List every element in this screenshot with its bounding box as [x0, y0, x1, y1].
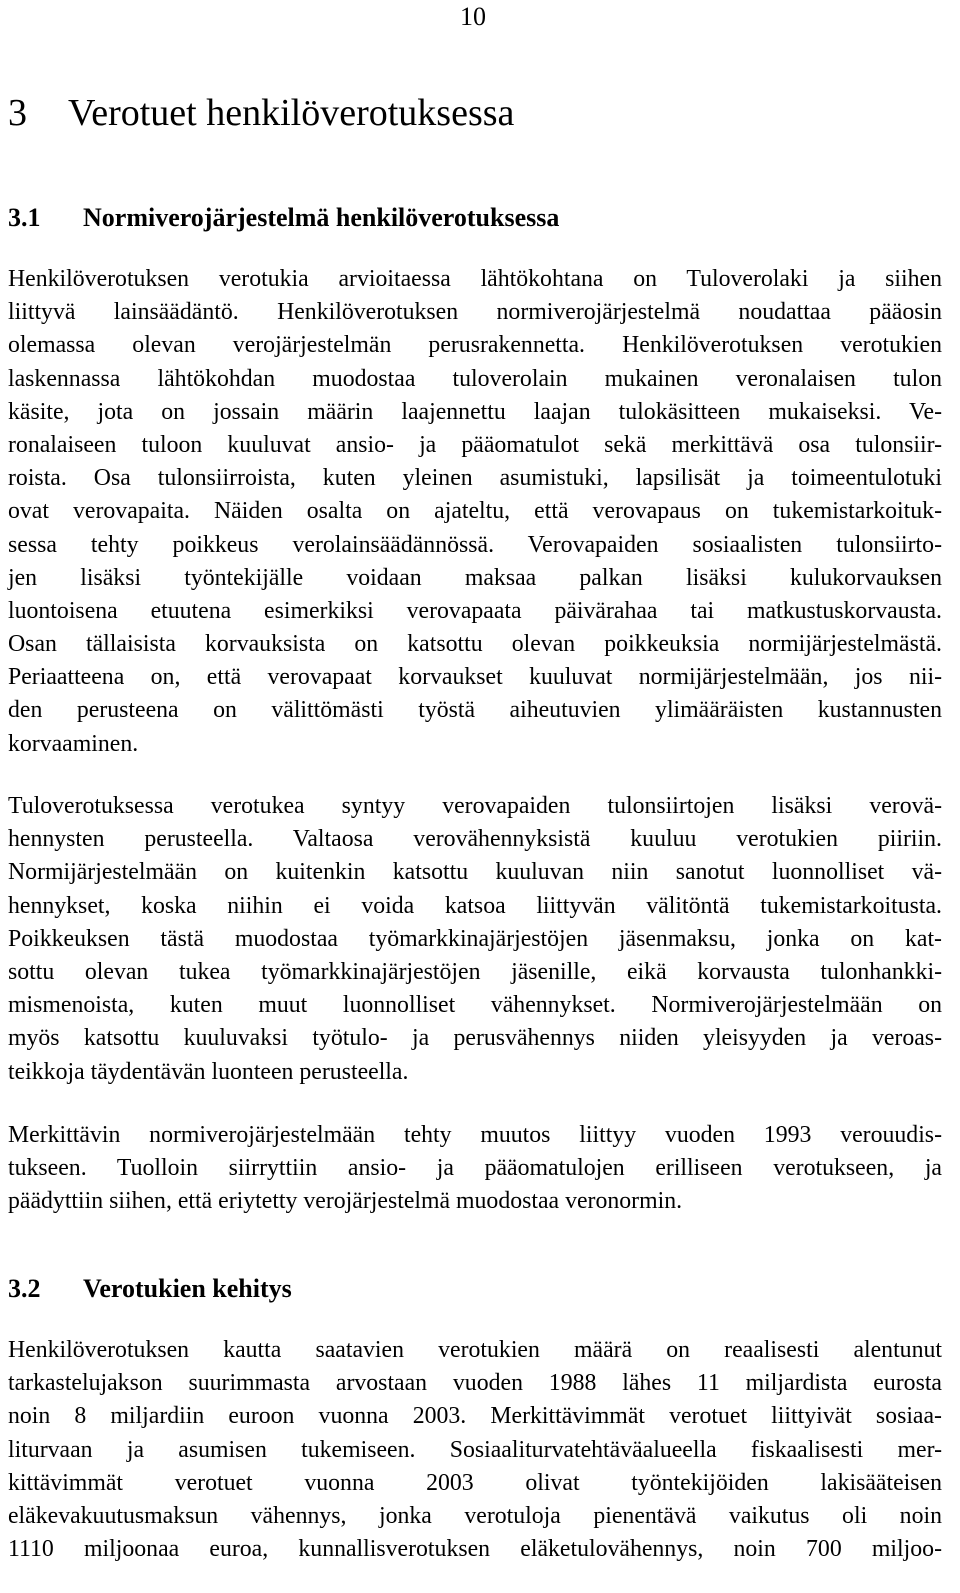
text-line: Henkilöverotuksen kautta saatavien verotukien määrä on reaalisesti alentunut — [8, 1337, 942, 1363]
text-line: Henkilöverotuksen verotukia arvioitaessa lähtökohtana on Tuloverolaki ja siihen — [8, 266, 942, 292]
text-line: den perusteena on välittömästi työstä aiheutuvien ylimääräisten kustannusten — [8, 697, 942, 724]
text-line: Normijärjestelmään on kuitenkin katsottu kuuluvan niin sanotut luonnolliset vä- — [8, 859, 942, 886]
paragraph — [8, 1334, 942, 1566]
text-line: teikkoja täydentävän luonteen perusteella. — [8, 1058, 409, 1085]
section-heading — [8, 1272, 292, 1306]
chapter-heading — [8, 90, 514, 136]
section-number: 3.2 — [8, 1274, 41, 1303]
text-line: sottu olevan tukea työmarkkinajärjestöjen jäsenille, eikä korvausta tulonhankki- — [8, 958, 942, 985]
section-heading — [8, 201, 559, 235]
text-line: liturvaan ja asumisen tukemiseen. Sosiaaliturvatehtäväalueella fiskaalisesti mer- — [8, 1436, 942, 1463]
text-line: myös katsottu kuuluvaksi työtulo- ja perusvähennys niiden yleisyyden ja veroas- — [8, 1025, 942, 1052]
chapter-title: Verotuet henkilöverotuksessa — [68, 92, 515, 134]
text-line: ronalaiseen tuloon kuuluvat ansio- ja pääomatulot sekä merkittävä osa tulonsiir- — [8, 431, 942, 458]
text-line: roista. Osa tulonsiirroista, kuten yleinen asumistuki, lapsilisät ja toimeentulotuki — [8, 465, 942, 492]
text-line: Osan tällaisista korvauksista on katsottu olevan poikkeuksia normijärjestelmästä. — [8, 631, 942, 658]
text-line: 1110 miljoonaa euroa, kunnallisverotuksen eläketulovähennys, noin 700 miljoo- — [8, 1536, 942, 1563]
text-line: Periaatteena on, että verovapaat korvaukset kuuluvat normijärjestelmään, jos nii- — [8, 664, 942, 691]
section-number: 3.1 — [8, 203, 41, 232]
text-line: olemassa olevan verojärjestelmän perusrakennetta. Henkilöverotuksen verotukien — [8, 332, 942, 359]
text-line: korvaaminen. — [8, 730, 139, 757]
paragraph — [8, 263, 942, 761]
text-line: sessa tehty poikkeus verolainsäädännössä. Verovapaiden sosiaalisten tulonsiirto- — [8, 531, 942, 558]
text-line: liittyvä lainsäädäntö. Henkilöverotuksen normiverojärjestelmä noudattaa pääosin — [8, 299, 942, 326]
text-line: hennysten perusteella. Valtaosa verovähennyksistä kuuluu verotukien piiriin. — [8, 826, 942, 853]
text-line: Poikkeuksen tästä muodostaa työmarkkinajärjestöjen jäsenmaksu, jonka on kat- — [8, 925, 942, 952]
text-line: jen lisäksi työntekijälle voidaan maksaa palkan lisäksi kulukorvauksen — [8, 564, 942, 591]
text-line: kittävimmät verotuet vuonna 2003 olivat työntekijöiden lakisääteisen — [8, 1469, 942, 1496]
text-line: mismenoista, kuten muut luonnolliset vähennykset. Normiverojärjestelmään on — [8, 992, 942, 1019]
text-line: päädyttiin siihen, että eriytetty verojärjestelmä muodostaa veronormin. — [8, 1188, 683, 1215]
text-line: eläkevakuutusmaksun vähennys, jonka verotuloja pienentävä vaikutus oli noin — [8, 1502, 942, 1529]
section-title: Verotukien kehitys — [83, 1274, 292, 1303]
text-line: tukseen. Tuolloin siirryttiin ansio- ja pääomatulojen erilliseen verotukseen, ja — [8, 1155, 942, 1182]
text-line: Tuloverotuksessa verotukea syntyy verovapaiden tulonsiirtojen lisäksi verovä- — [8, 793, 942, 819]
text-line: tarkastelujakson suurimmasta arvostaan vuoden 1988 lähes 11 miljardista eurosta — [8, 1370, 942, 1397]
section-title: Normiverojärjestelmä henkilöverotuksessa — [83, 203, 560, 232]
text-line: ovat verovapaita. Näiden osalta on ajateltu, että verovapaus on tukemistarkoituk- — [8, 498, 942, 525]
chapter-number: 3 — [8, 92, 27, 134]
text-line: luontoisena etuutena esimerkiksi verovapaata päivärahaa tai matkustuskorvausta. — [8, 597, 942, 624]
text-line: laskennassa lähtökohdan muodostaa tuloverolain mukainen veronalaisen tulon — [8, 365, 942, 392]
text-line: käsite, jota on jossain määrin laajennettu laajan tulokäsitteen mukaiseksi. Ve- — [8, 398, 942, 425]
text-line: hennykset, koska niihin ei voida katsoa liittyvän välitöntä tukemistarkoitusta. — [8, 892, 942, 919]
paragraph — [8, 1119, 942, 1219]
paragraph — [8, 790, 942, 1089]
page-number: 10 — [460, 2, 486, 31]
text-line: Merkittävin normiverojärjestelmään tehty muutos liittyy vuoden 1993 verouudis- — [8, 1122, 942, 1148]
text-line: noin 8 miljardiin euroon vuonna 2003. Merkittävimmät verotuet liittyivät sosiaa- — [8, 1403, 942, 1430]
